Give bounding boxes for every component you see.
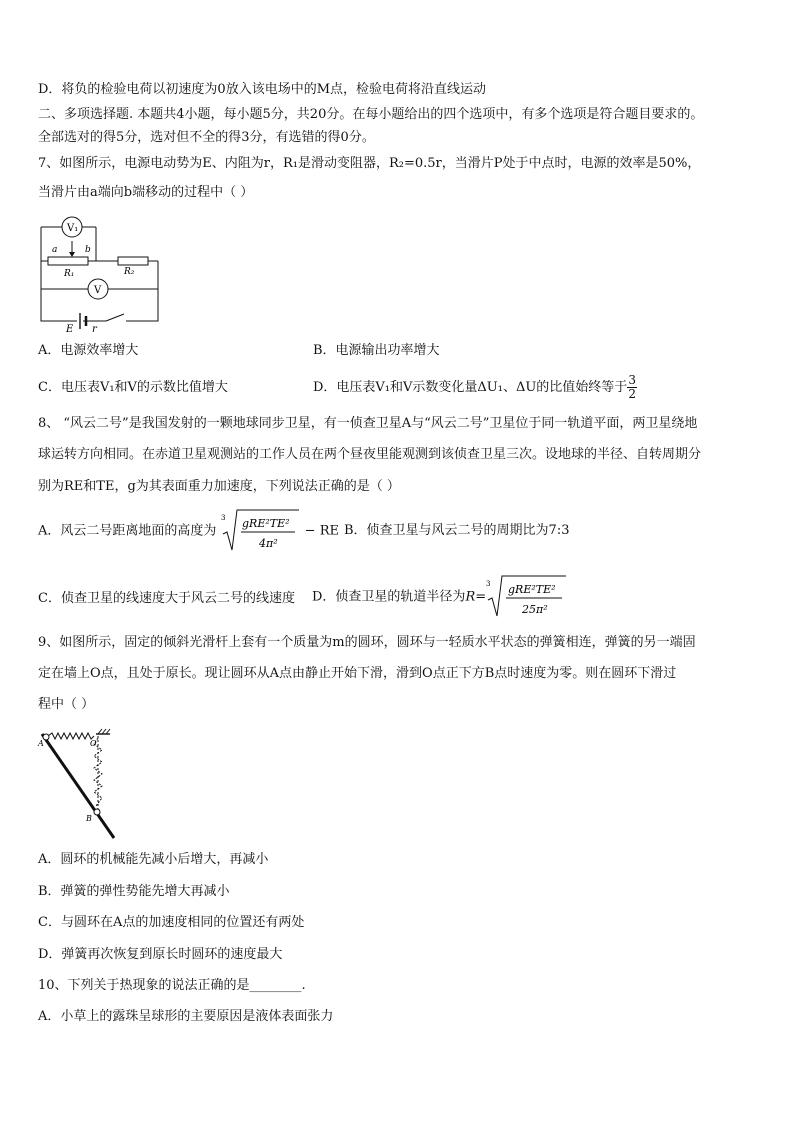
q9-stem-line3: 程中（ ） — [38, 697, 95, 712]
point-a-label: a — [52, 245, 58, 255]
q10-stem: 10、下列关于热现象的说法正确的是________. — [38, 978, 306, 993]
section2-heading-line1: 二、多项选择题. 本题共4小题，每小题5分，共20分。在每小题给出的四个选项中，有多个选项是符合题目要求的。 — [38, 107, 704, 122]
q8-option-d-lhs: R= — [465, 589, 487, 605]
internal-r-label: r — [92, 324, 97, 335]
q8-option-c: C．侦查卫星的线速度大于风云二号的线速度 — [38, 591, 295, 606]
resistor-r2-icon — [118, 257, 148, 265]
svg-text:3: 3 — [486, 579, 491, 588]
q8-option-a-formula — [221, 506, 301, 556]
ring-a-icon — [43, 734, 49, 740]
svg-text:25π²: 25π² — [522, 602, 548, 616]
q7-option-a: A．电源效率增大 — [38, 343, 139, 358]
q8-option-a-text: A．风云二号距离地面的高度为 — [38, 523, 217, 539]
cube-root-icon — [486, 574, 568, 620]
svg-text:3: 3 — [220, 513, 225, 522]
q7-option-b: B．电源输出功率增大 — [313, 343, 440, 358]
v-label: V — [94, 285, 102, 296]
ring-b-icon — [94, 809, 100, 815]
q9-option-d: D．弹簧再次恢复到原长时圆环的速度最大 — [38, 947, 283, 962]
q8-option-a-tail: − RE — [304, 523, 339, 539]
q9-option-b: B．弹簧的弹性势能先增大再减小 — [38, 884, 230, 899]
q7-circuit-diagram — [36, 208, 164, 336]
r1-label: R₁ — [64, 269, 75, 279]
q9-option-c: C．与圆环在A点的加速度相同的位置还有两处 — [38, 915, 305, 930]
r2-label: R₂ — [124, 267, 135, 277]
q9-option-a: A．圆环的机械能先减小后增大，再减小 — [38, 852, 269, 867]
q8-stem-line3: 别为RE和TE，g为其表面重力加速度，下列说法正确的是（ ） — [38, 479, 400, 494]
svg-text:gRE²TE²: gRE²TE² — [241, 516, 290, 530]
point-b-label: B — [86, 814, 92, 823]
q8-option-d-formula — [486, 572, 568, 622]
spring-horizontal-icon — [48, 733, 94, 739]
q8-option-d-text: D．侦查卫星的轨道半径为 — [312, 589, 466, 605]
q7-stem-line2: 当滑片由a端向b端移动的过程中（ ） — [38, 185, 254, 200]
q9-stem-line1: 9、如图所示，固定的倾斜光滑杆上套有一个质量为m的圆环，圆环与一轻质水平状态的弹簧相连，弹簧的另一端固 — [38, 635, 696, 650]
cube-root-icon — [221, 508, 301, 554]
q9-spring-ring-diagram — [36, 726, 126, 842]
q8-stem-line2: 球运转方向相同。在赤道卫星观测站的工作人员在两个昼夜里能观测到该侦查卫星三次。设地球的半径、自转周期分 — [38, 447, 702, 462]
v1-label: V₁ — [67, 223, 79, 234]
q10-option-a: A．小草上的露珠呈球形的主要原因是液体表面张力 — [38, 1009, 334, 1024]
svg-text:gRE²TE²: gRE²TE² — [508, 582, 556, 596]
q6-option-d: D．将负的检验电荷以初速度为0放入该电场中的M点，检验电荷将沿直线运动 — [38, 82, 487, 97]
q7-option-d — [313, 370, 637, 406]
q7-option-d-fraction: $\frac{3}{2}$ — [628, 373, 636, 401]
q8-stem-line1: 8、 “风云二号”是我国发射的一颗地球同步卫星，有一侦查卫星A与“风云二号”卫星位于同一轨道平面，两卫星绕地 — [38, 416, 698, 431]
q9-stem-line2: 定在墙上O点，且处于原长。现让圆环从A点由静止开始下滑，滑到O点正下方B点时速度为零。则在圆环下滑过 — [38, 666, 677, 681]
q8-option-a — [38, 506, 339, 557]
resistor-r1-icon — [48, 257, 88, 265]
inclined-rod-icon — [42, 734, 114, 838]
svg-text:4π²: 4π² — [258, 536, 278, 550]
q7-option-c: C．电压表V₁和V的示数比值增大 — [38, 380, 228, 395]
q8-option-d — [312, 572, 568, 623]
q7-option-d-text: D．电压表V₁和V示数变化量ΔU₁、ΔU的比值始终等于 — [313, 380, 628, 395]
point-a-label: A — [38, 739, 44, 748]
q7-stem-line1: 7、如图所示，电源电动势为E、内阻为r，R₁是滑动变阻器，R₂=0.5r，当滑片P处于中点时，电源的效率是50%， — [38, 156, 701, 171]
section2-heading-line2: 全部选对的得5分，选对但不全的得3分，有选错的得0分。 — [38, 130, 375, 145]
point-b-label: b — [85, 245, 91, 255]
emf-label: E — [66, 324, 74, 335]
q8-option-b: B．侦查卫星与风云二号的周期比为7:3 — [344, 523, 570, 538]
point-o-label: O — [90, 739, 97, 748]
